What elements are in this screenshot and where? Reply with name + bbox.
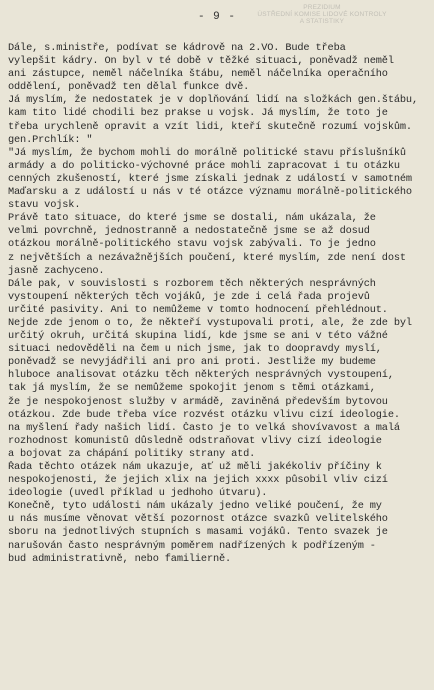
text-line: Maďarsku a z událostí u nás v té otázce významu morálně-politického <box>8 186 412 199</box>
text-line: Řada těchto otázek nám ukazuje, ať už měli jakékoliv příčiny k <box>8 461 382 473</box>
text-line: jasně zachyceno. <box>8 264 105 277</box>
text-line: stavu vojsk. <box>8 199 81 212</box>
text-line: kam tito lidé chodili bez prakse u vojsk. Já myslím, že toto je <box>8 107 388 120</box>
text-line: Nejde zde jenom o to, že někteří vystupovali proti, ale, že zde byl <box>8 316 412 329</box>
text-line: otázkou. Zde bude třeba více rozvést otázku vlivu cizí ideologie. <box>8 408 400 421</box>
text-line: situaci nedověděli na čem u nich jsme, jak to doopravdy myslí, <box>8 343 382 356</box>
text-line: že je nespokojenost služby v armádě, zaviněná především bytovou <box>8 395 388 408</box>
text-line: u nás musíme věnovat větší pozornost otázce svazků velitelského <box>8 513 388 526</box>
text-line: Dále pak, v souvislosti s rozborem těch některých nesprávných <box>8 277 376 290</box>
stamp-line: A STATISTIKY <box>299 18 345 25</box>
text-line: ideologie (uvedl příklad u jedhoho útvaru). <box>8 487 268 500</box>
text-line: rozhodnost komunistů důsledně odstraňovat vlivy cizí ideologie <box>8 434 382 447</box>
text-line: oddělení, poněvadž ten dělal funkce dvě. <box>8 81 250 94</box>
stamp-line: ÚSTŘEDNÍ KOMISE LIDOVÉ KONTROLY <box>257 11 387 18</box>
text-line: a bojovat za chápání politiky strany atd. <box>8 447 256 460</box>
text-line: armády a do politicko-výchovné práce mohli zapracovat i tu otázku <box>8 159 400 172</box>
text-line: z největších a nezávažnějších poučení, které myslím, zde není dost <box>8 251 406 264</box>
text-line: velmi povrchně, jednostranně a nedostatečně jsme se až dosud <box>8 225 370 238</box>
text-line: sboru na jednotlivých stupních s masami vojáků. Tento svazek je <box>8 526 388 539</box>
stamp-line: PREZIDIUM <box>303 4 341 11</box>
text-line: Konečně, tyto události nám ukázaly jedno veliké poučení, že my <box>8 500 382 513</box>
text-line: na myšlení řady našich lidí. Často je to velká shovívavost a malá <box>8 421 400 434</box>
text-line: otázkou morálně-politického stavu vojsk zabývali. To je jedno <box>8 238 376 251</box>
text-line: ani zástupce, neměl náčelníka štábu, neměl náčelníka operačního <box>8 68 388 81</box>
text-line: poněvadž se nevyjádřili ani pro ani proti. Jestliže my budeme <box>8 356 376 369</box>
text-line: hluboce analisovat otázku těch některých nesprávných vystoupení, <box>8 369 394 382</box>
text-line: cenných zkušeností, které jsme získali jednak z událostí v samotném <box>8 172 412 185</box>
text-line: vylepšit kádry. On byl v té době v těžké situaci, poněvadž neměl <box>8 55 394 68</box>
text-line: Právě tato situace, do které jsme se dostali, nám ukázala, že <box>8 212 376 225</box>
text-line: gen.Prchlík: " <box>8 133 93 146</box>
text-line: nespokojenosti, že jejich xlix na jejich xxxx působil vliv cizí <box>8 474 388 487</box>
typewritten-body <box>8 42 428 566</box>
text-line: určité pasivity. Ani to nemůžeme v tomto hodnocení přehlédnout. <box>8 303 388 316</box>
text-line: určitý okruh, určitá skupina lidí, kde jsme se ani v této vážné <box>8 330 388 343</box>
text-line: Já myslím, že nedostatek je v doplňování lidí na složkách gen.štábu, <box>8 94 418 107</box>
text-line: "Já myslím, že bychom mohli do morálně politické stavu příslušníků <box>8 146 406 159</box>
text-line: třeba urychleně opravit a vzít lidi, kteří skutečně rozumí vojskům. <box>8 120 412 133</box>
text-line: vystoupení některých těch vojáků, je zde i celá řada projevů <box>8 290 370 303</box>
page-number: - 9 - <box>197 11 236 23</box>
text-line: Dále, s.ministře, podívat se kádrově na 2.VO. Bude třeba <box>8 42 346 54</box>
text-line: bud administrativně, nebo familierně. <box>8 552 232 565</box>
text-line: narušován často nesprávným poměrem nadřízených k podřízeným - <box>8 539 376 552</box>
text-line: tak já myslím, že se nemůžeme spokojit jenom s těmi otázkami, <box>8 382 376 395</box>
